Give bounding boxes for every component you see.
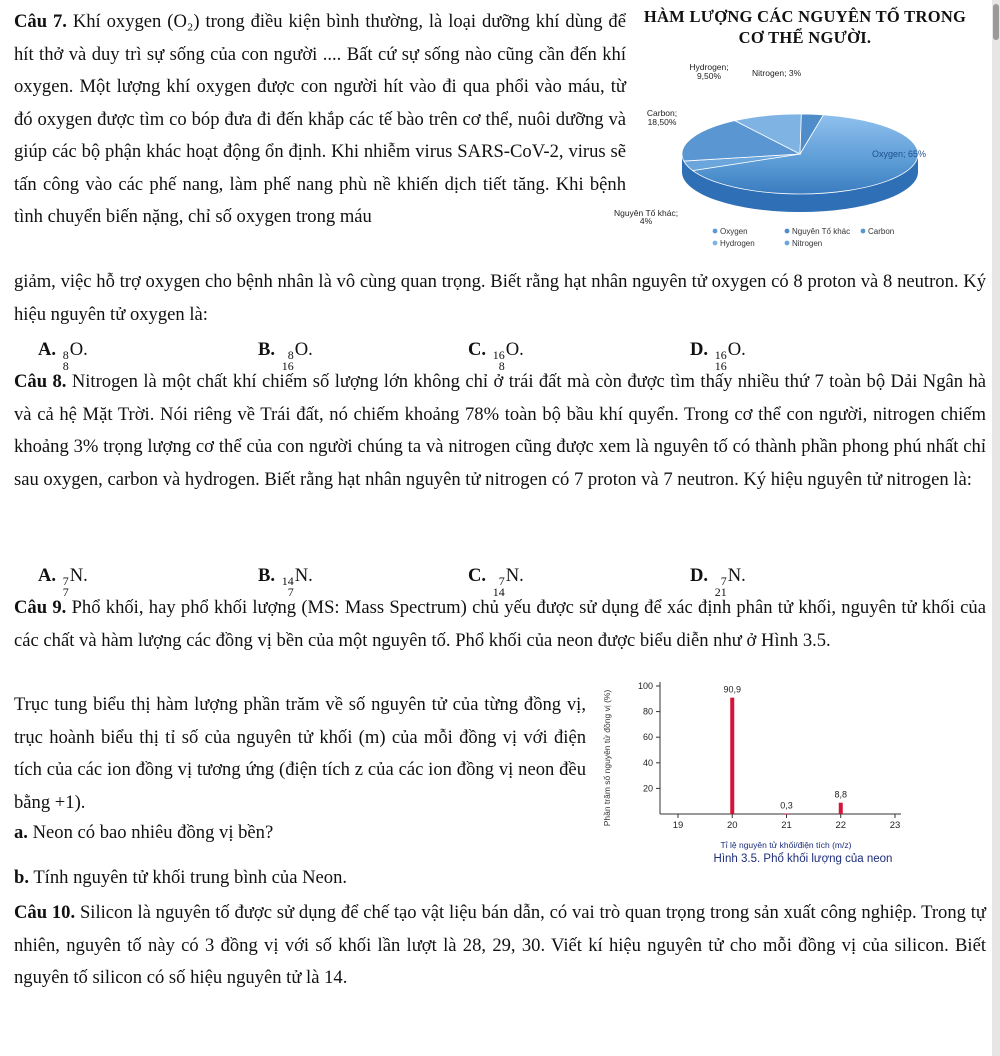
legend-marker [785, 229, 790, 234]
x-axis-label: Tỉ lệ nguyên tử khối/điện tích (m/z) [720, 840, 852, 850]
x-tick-label: 20 [726, 820, 738, 831]
y-tick-label: 60 [642, 732, 653, 743]
part-b-text: Tính nguyên tử khối trung bình của Neon. [33, 867, 348, 888]
question-9-body-text: Trục tung biểu thị hàm lượng phần trăm về số nguyên tử của từng đồng vị, trục hoành biểu thị tỉ số của nguyên tử khối (m) của mỗi đồng vị với điện tích của các ion đồng vị tương ứng (điện tích z của các ion đồng vị neon đều bằng +1). [14, 694, 586, 813]
atomic-number: 8 [498, 359, 505, 373]
bar-20 [730, 698, 734, 814]
legend-entry: Nguyên Tố khác [792, 227, 851, 236]
question-10 [14, 897, 986, 995]
question-9-part-b [14, 862, 574, 895]
option-letter: C. [468, 565, 487, 586]
mass-number: 7 [62, 574, 69, 588]
scrollbar-thumb[interactable] [993, 4, 999, 40]
atomic-number: 21 [714, 585, 727, 599]
option-letter: D. [690, 339, 709, 360]
atomic-number: 8 [62, 359, 69, 373]
y-ticks [638, 681, 660, 793]
mass-number: 16 [492, 348, 505, 362]
legend-marker [713, 241, 718, 246]
element-symbol: N. [294, 565, 313, 586]
x-tick-label: 23 [889, 820, 901, 831]
question-9-part-a [14, 817, 574, 850]
atomic-number: 16 [714, 359, 727, 373]
part-a-text: Neon có bao nhiêu đồng vị bền? [32, 822, 274, 843]
question-7-bottom [14, 266, 986, 331]
question-9-body [14, 689, 586, 819]
legend-marker [713, 229, 718, 234]
mass-number: 7 [720, 574, 727, 588]
bars [723, 685, 847, 815]
question-7-text-rest: giảm, việc hỗ trợ oxygen cho bệnh nhân là vô cùng quan trọng. Biết rằng hạt nhân nguyên tử oxygen có 8 proton và 8 neutron. Ký hiệu nguyên tử oxygen là: [14, 271, 986, 325]
element-symbol: O. [505, 339, 524, 360]
pie-chart-title: HÀM LƯỢNG CÁC NGUYÊN TỐ TRONG CƠ THỂ NGƯỜI. [643, 7, 967, 47]
pie-label-nitrogen: Nitrogen; 3% [752, 68, 802, 78]
legend-entry: Oxygen [720, 227, 748, 236]
mass-number: 16 [714, 348, 727, 362]
x-tick-label: 19 [672, 820, 684, 831]
element-symbol: O. [727, 339, 746, 360]
element-symbol: O. [294, 339, 313, 360]
bar-value-label: 0,3 [780, 800, 793, 811]
legend-marker [861, 229, 866, 234]
x-ticks [673, 814, 901, 831]
atomic-number: 16 [281, 359, 294, 373]
question-8-text: Nitrogen là một chất khí chiếm số lượng lớn không chỉ ở trái đất mà còn được tìm thấy nhiều thứ 7 toàn bộ Dải Ngân hà và cả hệ Mặt Trời. Nói riêng về Trái đất, nó chiếm khoảng 78% toàn bộ bầu khí quyển. Trong cơ thể con người, nitrogen chiếm khoảng 3% trọng lượng cơ thể của con người chúng ta và nitrogen cũng được xem là nguyên tố có thành phần phong phú nhất chỉ sau oxygen, carbon và hydrogen. Biết rằng hạt nhân nguyên tử nitrogen có 7 proton và 7 neutron. Ký hiệu nguyên tử nitrogen là: [14, 371, 987, 490]
question-10-text: Silicon là nguyên tố được sử dụng để chế tạo vật liệu bán dẫn, có vai trò quan trọng trong sản xuất công nghiệp. Trong tự nhiên, nguyên tố này có 3 đồng vị với số khối lần lượt là 28, 29, 30. Viết kí hiệu nguyên tử cho mỗi đồng vị của silicon. Biết nguyên tố silicon có số hiệu nguyên tử là 14. [14, 902, 986, 988]
x-tick-label: 22 [835, 820, 847, 831]
mass-spectrum-chart [596, 666, 926, 854]
element-symbol: O. [69, 339, 88, 360]
bar-value-label: 8,8 [834, 789, 848, 800]
scrollbar[interactable] [992, 0, 1000, 1056]
option-letter: A. [38, 565, 57, 586]
question-7-text: Khí oxygen (O₂) trong điều kiện bình thường, là loại dưỡng khí dùng để hít thở và duy trì sự sống của con người .... Bất cứ sự sống nào cũng cần đến khí oxygen. Một lượng khí oxygen được con người hít vào đi qua phổi vào máu, từ đó oxygen được tìm co bóp đưa đi đến khắp các tế bào trên cơ thể, nuôi dưỡng và giúp các bộ phận khác hoạt động ổn định. Khi nhiễm virus SARS-CoV-2, virus sẽ tấn công vào các phế nang, làm phế nang phù nề khiến dịch tiết tăng. Khi bệnh tình chuyển biến nặng, chỉ số oxygen trong máu [14, 11, 626, 227]
mass-number: 7 [498, 574, 505, 588]
pie-legend [713, 227, 895, 248]
option-letter: B. [258, 339, 276, 360]
question-8 [14, 366, 986, 496]
atomic-number: 14 [492, 585, 505, 599]
atomic-number: 7 [62, 585, 69, 599]
pie-label-carbon: Carbon; 18,50% [646, 108, 678, 127]
question-10-label: Câu 10. [14, 902, 76, 923]
option-letter: B. [258, 565, 276, 586]
y-tick-label: 40 [642, 757, 653, 768]
question-9-intro [14, 592, 986, 657]
bar-22 [839, 803, 843, 814]
pie-label-other: Nguyên Tố khác; 4% [613, 208, 679, 226]
element-symbol: N. [505, 565, 524, 586]
bar-21 [785, 814, 789, 815]
y-tick-label: 80 [642, 706, 653, 717]
question-7-label: Câu 7. [14, 11, 67, 32]
pie-chart [613, 52, 978, 262]
legend-marker [785, 241, 790, 246]
y-tick-label: 100 [637, 681, 653, 691]
part-b-label: b. [14, 867, 29, 888]
mass-number: 14 [281, 574, 294, 588]
option-letter: A. [38, 339, 57, 360]
pie-label-hydrogen: Hydrogen; 9,50% [689, 62, 729, 81]
mass-number: 8 [62, 348, 69, 362]
legend-entry: Nitrogen [792, 239, 823, 248]
pie-label-oxygen: Oxygen; 65% [872, 149, 927, 159]
atomic-number: 7 [287, 585, 294, 599]
figure-caption: Hình 3.5. Phổ khối lượng của neon [713, 853, 893, 865]
y-tick-label: 20 [642, 783, 653, 794]
question-8-label: Câu 8. [14, 371, 67, 392]
x-tick-label: 21 [781, 820, 792, 831]
legend-entry: Hydrogen [720, 239, 755, 248]
legend-entry: Carbon [868, 227, 895, 236]
question-9-label: Câu 9. [14, 597, 67, 618]
question-7-top [14, 6, 626, 234]
question-9-intro-text: Phổ khối, hay phổ khối lượng (MS: Mass Spectrum) chủ yếu được sử dụng để xác định phân tử khối, nguyên tử khối của các chất và hàm lượng các đồng vị bền của một nguyên tố. Phổ khối của neon được biểu diễn như ở Hình 3.5. [14, 597, 986, 651]
element-symbol: N. [69, 565, 88, 586]
bar-value-label: 90,9 [723, 684, 742, 695]
element-symbol: N. [727, 565, 746, 586]
option-letter: D. [690, 565, 709, 586]
mass-number: 8 [287, 348, 294, 362]
y-axis-label: Phần trăm số nguyên tử đồng vị (%) [602, 689, 612, 827]
part-a-label: a. [14, 822, 28, 843]
option-letter: C. [468, 339, 487, 360]
